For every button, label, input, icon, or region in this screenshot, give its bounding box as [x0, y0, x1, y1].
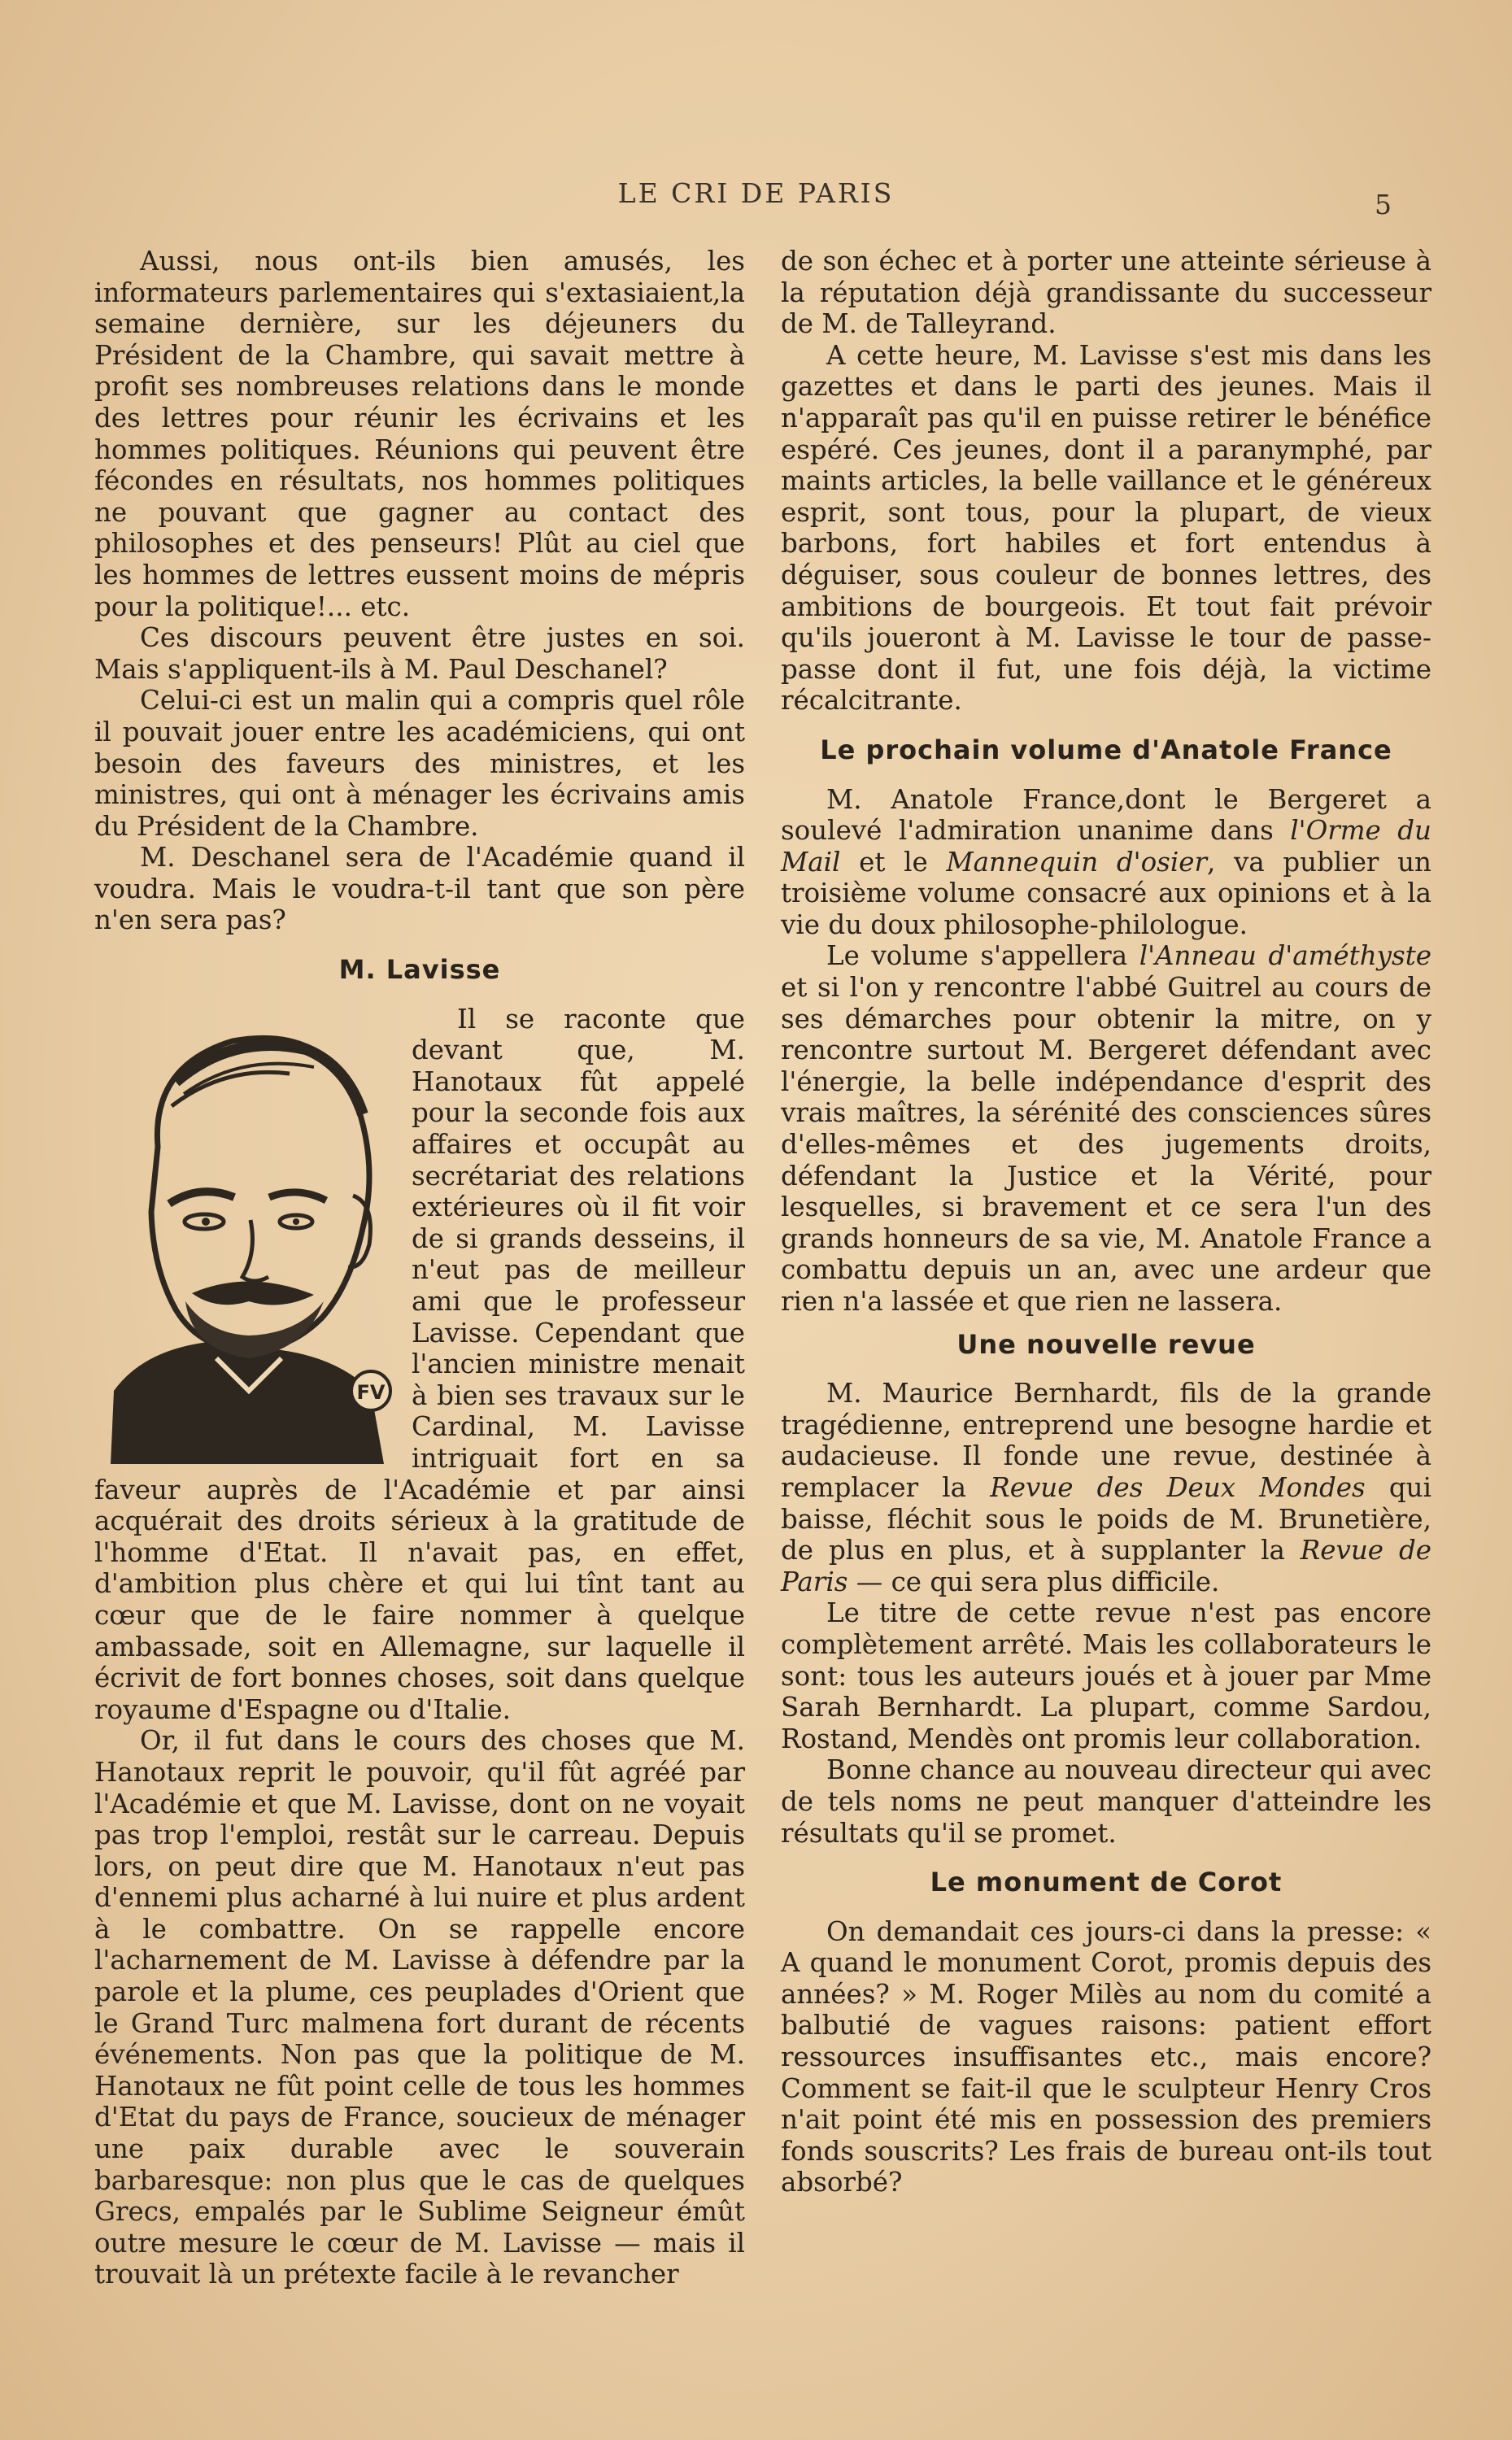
paragraph-echec: de son échec et à porter une atteinte sérieuse à la réputation déjà grandissante du successeur de M. de Talleyrand. — [781, 246, 1431, 340]
text-run: — ce qui sera plus difficile. — [848, 1566, 1220, 1597]
heading-lavisse: M. Lavisse — [338, 954, 501, 986]
paragraph-reprit-pouvoir: Or, il fut dans le cours des choses que M. Hanotaux reprit le pouvoir, qu'il fût agréé par l'Académie et que M. Lavisse, dont on ne voyait pas trop l'emploi, restât sur le carreau. Depuis lors, on peut dire que M. Hanotaux n'eut pas d'ennemi plus acharné à lui nuire et plus ardent à le combattre. On se rappelle encore l'acharnement de M. Lavisse à défendre par la parole et la plume, ces peuplades d'Orient que le Grand Turc malmena fort durant de récents événements. Non pas que la politique de M. Hanotaux ne fût point celle de tous les hommes d'Etat du pays de France, soucieux de ménager une paix durable avec le souverain barbaresque: non plus que le cas de quelques Grecs, empalés par le Sublime Seigneur émût outre mesure le cœur de M. Lavisse — mais il trouvait là un prétexte facile à le revancher — [94, 1725, 745, 2290]
monogram-label: FV — [356, 1380, 386, 1404]
title-anneau-damethyste: l'Anneau d'améthyste — [1139, 940, 1431, 972]
paragraph-bernhardt — [781, 1378, 1431, 1597]
running-head: LE CRI DE PARIS — [617, 177, 895, 209]
paragraph-jeunes: A cette heure, M. Lavisse s'est mis dans les gazettes et dans le parti des jeunes. Mais il n'apparaît pas qu'il en puisse retirer le bénéfice espéré. Ces jeunes, dont il a paranymphé, par maints articles, la belle vaillance et le généreux esprit, sont tous, pour la plupart, de vieux barbons, fort habiles et fort entendus à déguiser, sous couleur de bonnes lettres, des ambitions de bourgeois. Et tout fait prévoir qu'ils joueront à M. Lavisse le tour de passe-passe dont il fut, une fois déjà, la victime récalcitrante. — [781, 339, 1431, 717]
right-column — [781, 246, 1431, 2198]
text-run: qui baisse, fléchit sous le poids de M. Brunetière, de plus en plus, et à supplanter la — [781, 1471, 1431, 1566]
paragraph-hanotaux-text: Il se raconte que devant que, M. Hanotaux fût appelé pour la seconde fois aux affaires et occupât au secrétariat des relations extérieures où il fit voir de si grands desseins, il n'eut pas de meilleur ami que le professeur Lavisse. Cependant que l'ancien ministre menait à bien ses travaux sur le Cardinal, M. Lavisse intriguait fort en sa faveur auprès de l'Académie et par ainsi acquérait des droits sérieux à la gratitude de l'homme d'Etat. Il n'avait pas, en effet, d'ambition plus chère et qui lui tînt tant au cœur que de le faire nommer à quelque ambassade, soit en Allemagne, sur laquelle il écrivit de fort bonnes choses, soit dans quelque royaume d'Espagne ou d'Italie. — [94, 1003, 745, 1725]
left-column — [94, 246, 745, 2290]
text-run: M. Anatole France,dont le Bergeret a soulevé l'admiration unanime dans — [781, 783, 1431, 847]
paragraph-bonne-chance: Bonne chance au nouveau directeur qui avec de tels noms ne peut manquer d'atteindre les résultats qu'il se promet. — [781, 1754, 1431, 1849]
text-run: et le — [840, 846, 947, 878]
title-revue-des-deux-mondes: Revue des Deux Mondes — [990, 1471, 1366, 1503]
title-mannequin-dosier: Mannequin d'osier — [946, 846, 1207, 878]
title-revue-de-paris: Revue de Paris — [781, 1535, 1431, 1597]
text-run: M. Maurice Bernhardt, fils de la grande tragédienne, entreprend une besogne hardie et audacieuse. Il fonde une revue, destinée à remplacer la — [781, 1378, 1431, 1503]
title-orme-du-mail: l'Orme du Mail — [781, 815, 1431, 878]
heading-nouvelle-revue: Une nouvelle revue — [956, 1328, 1256, 1360]
paragraph-anneau — [781, 940, 1431, 1317]
paragraph-malin: Celui-ci est un malin qui a compris quel rôle il pouvait jouer entre les académiciens, qui ont besoin des faveurs des ministres, et les ministres, qui ont à ménager les écrivains amis du Président de la Chambre. — [94, 685, 745, 842]
page-number: 5 — [1375, 189, 1392, 220]
paragraph-deschanel: M. Deschanel sera de l'Académie quand il voudra. Mais le voudra-t-il tant que son père n'en sera pas? — [94, 842, 745, 936]
text-run: Le volume s'appellera — [826, 940, 1139, 972]
text-run: , va publier un troisième volume consacré aux opinions et à la vie du doux philosophe-philologue. — [781, 846, 1431, 940]
portrait-illustration — [94, 1009, 400, 1464]
paragraph-discours: Ces discours peuvent être justes en soi. Mais s'appliquent-ils à M. Paul Deschanel? — [94, 622, 745, 685]
heading-anatole-france: Le prochain volume d'Anatole France — [820, 734, 1392, 765]
text-run: et si l'on y rencontre l'abbé Guitrel au cours de ses démarches pour obtenir la mitre, on y rencontre surtout M. Bergeret défendant avec l'énergie, la belle indépendance d'esprit des vrais maîtres, la sérénité des consciences sûres d'elles-mêmes et des jugements droits, défendant la Justice et la Vérité, pour lesquelles, si bravement et ce sera l'un des grands honneurs de sa vie, M. Anatole France a combattu depuis un an, avec une ardeur que rien n'a lassée et que rien ne lassera. — [781, 972, 1431, 1317]
paragraph-titre-revue: Le titre de cette revue n'est pas encore complètement arrêté. Mais les collaborateurs le sont: tous les auteurs joués et à jouer par Mme Sarah Bernhardt. La plupart, comme Sardou, Rostand, Mendès ont promis leur collaboration. — [781, 1597, 1431, 1754]
paragraph-corot: On demandait ces jours-ci dans la presse: « A quand le monument Corot, promis depuis des années? » M. Roger Milès au nom du comité a balbutié de vagues raisons: patient effort ressources insuffisantes etc., mais encore? Comment se fait-il que le sculpteur Henry Cros n'ait point été mis en possession des premiers fonds souscrits? Les frais de bureau ont-ils tout absorbé? — [781, 1915, 1431, 2198]
paragraph-informateurs: Aussi, nous ont-ils bien amusés, les informateurs parlementaires qui s'extasiaient,la semaine dernière, sur les déjeuners du Président de la Chambre, qui savait mettre à profit ses nombreuses relations dans le monde des lettres pour réunir les écrivains et les hommes politiques. Réunions qui peuvent être fécondes en résultats, nos hommes politiques ne pouvant que gagner au contact des philosophes et des penseurs! Plût au ciel que les hommes de lettres eussent moins de mépris pour la politique!... etc. — [94, 246, 745, 622]
paragraph-hanotaux — [94, 1004, 745, 1726]
lavisse-portrait-drawing — [94, 1009, 400, 1464]
heading-monument-corot: Le monument de Corot — [930, 1867, 1283, 1898]
paragraph-anatole-france — [781, 784, 1431, 941]
